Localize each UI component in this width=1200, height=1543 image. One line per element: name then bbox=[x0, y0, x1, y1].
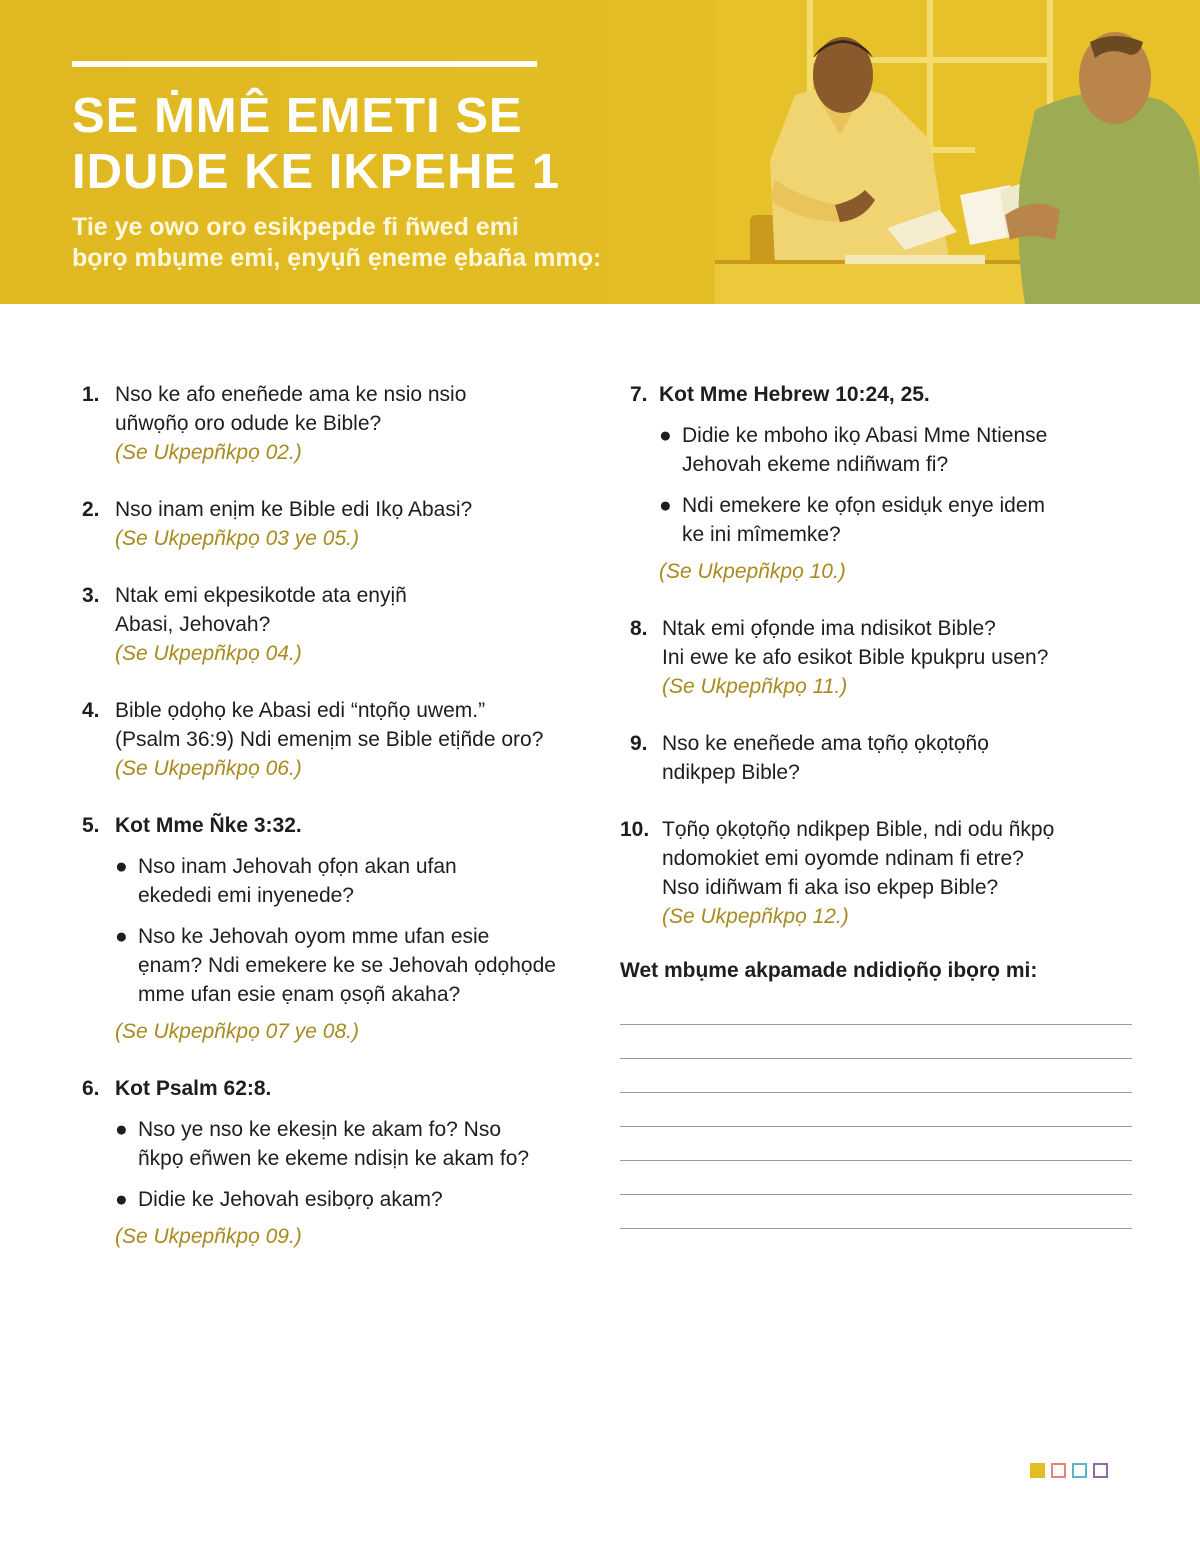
note-line[interactable] bbox=[620, 1059, 1132, 1093]
square-outline-red bbox=[1051, 1463, 1066, 1478]
question-text: Nso inam enịm ke Bible edi Ikọ Abasi? bbox=[115, 498, 473, 521]
question-number: 10. bbox=[620, 818, 650, 841]
notes-heading: Wet mbụme akpamade ndidiọñọ ibọrọ mi: bbox=[620, 959, 1038, 982]
bible-study-illustration bbox=[715, 0, 1200, 304]
question-number: 2. bbox=[82, 498, 100, 521]
question-item bbox=[82, 495, 602, 553]
bullet-text: ñkpọ eñwen ke ekeme ndisịn ke akam fo? bbox=[138, 1147, 530, 1170]
question-number: 4. bbox=[82, 699, 100, 722]
bullet-text: Nso ye nso ke ekesịn ke akam fo? Nso bbox=[138, 1118, 502, 1141]
question-number: 8. bbox=[630, 617, 648, 640]
note-line[interactable] bbox=[620, 1161, 1132, 1195]
note-line[interactable] bbox=[620, 1195, 1132, 1229]
question-number: 9. bbox=[630, 732, 648, 755]
question-text: Tọñọ ọkọtọñọ ndikpep Bible, ndi odu ñkpọ bbox=[662, 818, 1055, 841]
bullet-dot-icon: ● bbox=[659, 424, 672, 447]
question-item bbox=[82, 581, 602, 668]
square-filled-yellow bbox=[1030, 1463, 1045, 1478]
bullet-text: Didie ke Jehovah esibọrọ akam? bbox=[138, 1188, 443, 1211]
lesson-reference: (Se Ukpepñkpọ 09.) bbox=[115, 1225, 302, 1248]
question-item bbox=[620, 815, 1140, 931]
lesson-reference: (Se Ukpepñkpọ 06.) bbox=[115, 757, 302, 780]
question-number: 3. bbox=[82, 584, 100, 607]
question-item bbox=[620, 729, 1140, 787]
questions-right-column bbox=[620, 380, 1140, 1229]
lesson-reference: (Se Ukpepñkpọ 04.) bbox=[115, 642, 302, 665]
bullet-dot-icon: ● bbox=[659, 494, 672, 517]
bullet-dot-icon: ● bbox=[115, 1188, 128, 1211]
lesson-reference: (Se Ukpepñkpọ 12.) bbox=[662, 905, 849, 928]
page-subtitle bbox=[72, 212, 712, 274]
lesson-reference: (Se Ukpepñkpọ 11.) bbox=[662, 675, 848, 698]
bullet-text: Didie ke mboho ikọ Abasi Mme Ntiense bbox=[682, 424, 1048, 447]
question-text: Ini ewe ke afo esikot Bible kpukpru usen? bbox=[662, 646, 1049, 669]
square-outline-teal bbox=[1072, 1463, 1087, 1478]
note-line[interactable] bbox=[620, 991, 1132, 1025]
question-item bbox=[82, 811, 602, 1046]
title-line: SE ṀMÊ EMETI SE bbox=[72, 89, 523, 143]
question-text: Bible ọdọhọ ke Abasi edi “ntọñọ uwem.” bbox=[115, 699, 486, 722]
bullet-item bbox=[115, 1115, 602, 1173]
bullet-dot-icon: ● bbox=[115, 925, 128, 948]
bullet-item bbox=[659, 421, 1140, 479]
bullet-text: ke ini mîmemke? bbox=[682, 523, 841, 546]
question-text: ndikpep Bible? bbox=[662, 761, 800, 784]
note-line[interactable] bbox=[620, 1025, 1132, 1059]
question-item bbox=[620, 614, 1140, 701]
bullet-dot-icon: ● bbox=[115, 855, 128, 878]
bullet-text: ekededi emi inyenede? bbox=[138, 884, 354, 907]
bullet-item bbox=[115, 922, 602, 1009]
question-number: 6. bbox=[82, 1077, 100, 1100]
square-outline-purple bbox=[1093, 1463, 1108, 1478]
question-number: 5. bbox=[82, 814, 100, 837]
bullet-dot-icon: ● bbox=[115, 1118, 128, 1141]
lesson-reference: (Se Ukpepñkpọ 03 ye 05.) bbox=[115, 527, 359, 550]
header-rule bbox=[72, 61, 537, 67]
bullet-text: Nso ke Jehovah oyom mme ufan esie bbox=[138, 925, 490, 948]
bullet-text: mme ufan esie ẹnam ọsọñ akaha? bbox=[138, 983, 461, 1006]
notes-area[interactable] bbox=[620, 991, 1140, 1229]
lesson-reference: (Se Ukpepñkpọ 02.) bbox=[115, 441, 302, 464]
question-text: Nso ke afo eneñede ama ke nsio nsio bbox=[115, 383, 467, 406]
bullet-item bbox=[115, 852, 602, 910]
page-title bbox=[72, 88, 692, 200]
bullet-text: Ndi emekere ke ọfọn esidụk enye idem bbox=[682, 494, 1046, 517]
subtitle-line: bọrọ mbụme emi, ẹnyụñ ẹneme ẹbaña mmọ: bbox=[72, 244, 602, 272]
note-line[interactable] bbox=[620, 1093, 1132, 1127]
question-number: 1. bbox=[82, 383, 100, 406]
question-text: (Psalm 36:9) Ndi emenịm se Bible etịñde oro? bbox=[115, 728, 544, 751]
question-text: Nso idiñwam fi aka iso ekpep Bible? bbox=[662, 876, 999, 899]
scripture-instruction: Kot Mme Ñke 3:32. bbox=[115, 814, 302, 837]
question-text: Abasi, Jehovah? bbox=[115, 613, 271, 636]
question-text: Ntak emi ekpesikotde ata enyịñ bbox=[115, 584, 407, 607]
question-item bbox=[82, 696, 602, 783]
question-item bbox=[82, 380, 602, 467]
bullet-text: Nso inam Jehovah ọfọn akan ufan bbox=[138, 855, 457, 878]
bullet-text: Jehovah ekeme ndiñwam fi? bbox=[682, 453, 949, 476]
question-text: ndomokiet emi oyomde ndinam fi etre? bbox=[662, 847, 1024, 870]
scripture-instruction: Kot Psalm 62:8. bbox=[115, 1077, 272, 1100]
question-text: Nso ke eneñede ama tọñọ ọkọtọñọ bbox=[662, 732, 989, 755]
question-item bbox=[82, 1074, 602, 1251]
footer-squares-logo bbox=[1030, 1463, 1108, 1478]
note-line[interactable] bbox=[620, 1127, 1132, 1161]
question-item bbox=[620, 380, 1140, 586]
lesson-reference: (Se Ukpepñkpọ 07 ye 08.) bbox=[115, 1020, 359, 1043]
question-number: 7. bbox=[630, 383, 648, 406]
question-text: Ntak emi ọfọnde ima ndisikot Bible? bbox=[662, 617, 996, 640]
title-line: IDUDE KE IKPEHE 1 bbox=[72, 145, 561, 199]
bullet-item bbox=[659, 491, 1140, 549]
header-banner bbox=[0, 0, 1200, 304]
subtitle-line: Tie ye owo oro esikpepde fi ñwed emi bbox=[72, 213, 519, 241]
question-text: uñwọñọ oro odude ke Bible? bbox=[115, 412, 382, 435]
questions-left-column bbox=[82, 380, 602, 1279]
lesson-reference: (Se Ukpepñkpọ 10.) bbox=[659, 560, 846, 583]
bullet-text: ẹnam? Ndi emekere ke se Jehovah ọdọhọde bbox=[138, 954, 556, 977]
scripture-instruction: Kot Mme Hebrew 10:24, 25. bbox=[659, 383, 930, 406]
bullet-item bbox=[115, 1185, 602, 1214]
